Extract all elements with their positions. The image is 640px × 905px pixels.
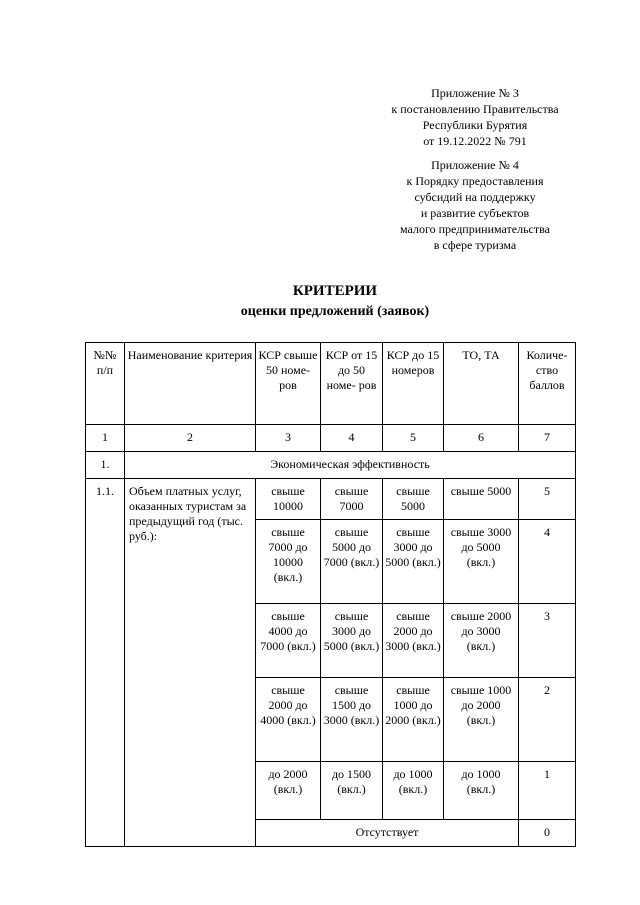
range-cell: свыше 4000 до 7000 (вкл.) (256, 604, 321, 678)
appendix-3-line: Республики Бурятия (422, 118, 528, 132)
column-number: 7 (519, 425, 576, 452)
criterion-row (86, 479, 576, 520)
header-cell-ksr-15-50: КСР от 15 до 50 номе- ров (321, 343, 383, 425)
range-cell: свыше 1000 до 2000 (вкл.) (444, 678, 519, 762)
appendix-3-line: к постановлению Правительства (391, 102, 559, 116)
criterion-name: Объем платных услуг, оказанных туристам за предыдущий год (тыс. руб.): (125, 479, 256, 847)
column-number: 4 (321, 425, 383, 452)
column-number: 5 (383, 425, 444, 452)
score-cell: 1 (519, 762, 576, 820)
range-cell: свыше 2000 до 3000 (вкл.) (444, 604, 519, 678)
document-title: КРИТЕРИИ (292, 283, 378, 299)
range-cell: свыше 3000 до 5000 (вкл.) (383, 520, 444, 604)
section-label: Экономическая эффективность (125, 452, 576, 479)
score-cell: 0 (519, 820, 576, 847)
header-cell-ksr-under-15: КСР до 15 номеров (383, 343, 444, 425)
header-cell-to-ta: ТО, ТА (444, 343, 519, 425)
range-cell: свыше 3000 до 5000 (вкл.) (444, 520, 519, 604)
criterion-number: 1.1. (86, 479, 125, 847)
range-cell: до 1500 (вкл.) (321, 762, 383, 820)
table-header-row (86, 343, 576, 425)
column-number: 2 (125, 425, 256, 452)
header-cell-name: Наименование критерия (125, 343, 256, 425)
header-cell-num: №№ п/п (86, 343, 125, 425)
range-cell: свыше 1500 до 3000 (вкл.) (321, 678, 383, 762)
header-cell-score: Количе- ство баллов (519, 343, 576, 425)
appendix-4-line: и развитие субъектов (420, 206, 530, 220)
range-cell: свыше 7000 (321, 479, 383, 520)
score-cell: 4 (519, 520, 576, 604)
appendix-4-block (360, 157, 590, 253)
range-cell: до 2000 (вкл.) (256, 762, 321, 820)
absent-label: Отсутствует (256, 820, 519, 847)
score-cell: 3 (519, 604, 576, 678)
appendix-4-line: Приложение № 4 (431, 158, 519, 172)
range-cell: свыше 2000 до 4000 (вкл.) (256, 678, 321, 762)
appendix-4-line: малого предпринимательства (400, 222, 550, 236)
column-number: 1 (86, 425, 125, 452)
criteria-table (85, 342, 576, 847)
appendix-3-line: от 19.12.2022 № 791 (423, 134, 527, 148)
range-cell: свыше 5000 (383, 479, 444, 520)
range-cell: свыше 3000 до 5000 (вкл.) (321, 604, 383, 678)
section-number: 1. (86, 452, 125, 479)
appendix-3-block (360, 85, 590, 149)
score-cell: 5 (519, 479, 576, 520)
column-number-row (86, 425, 576, 452)
range-cell: до 1000 (вкл.) (383, 762, 444, 820)
range-cell: до 1000 (вкл.) (444, 762, 519, 820)
column-number: 6 (444, 425, 519, 452)
range-cell: свыше 2000 до 3000 (вкл.) (383, 604, 444, 678)
document-subtitle: оценки предложений (заявок) (240, 304, 430, 319)
score-cell: 2 (519, 678, 576, 762)
range-cell: свыше 5000 (444, 479, 519, 520)
range-cell: свыше 1000 до 2000 (вкл.) (383, 678, 444, 762)
appendix-4-line: субсидий на поддержку (414, 190, 536, 204)
range-cell: свыше 10000 (256, 479, 321, 520)
header-cell-ksr-over-50: КСР свыше 50 номе- ров (256, 343, 321, 425)
appendix-4-line: в сфере туризма (433, 238, 517, 252)
section-row (86, 452, 576, 479)
appendix-4-line: к Порядку предоставления (406, 174, 544, 188)
appendix-3-line: Приложение № 3 (431, 86, 519, 100)
range-cell: свыше 7000 до 10000 (вкл.) (256, 520, 321, 604)
range-cell: свыше 5000 до 7000 (вкл.) (321, 520, 383, 604)
column-number: 3 (256, 425, 321, 452)
